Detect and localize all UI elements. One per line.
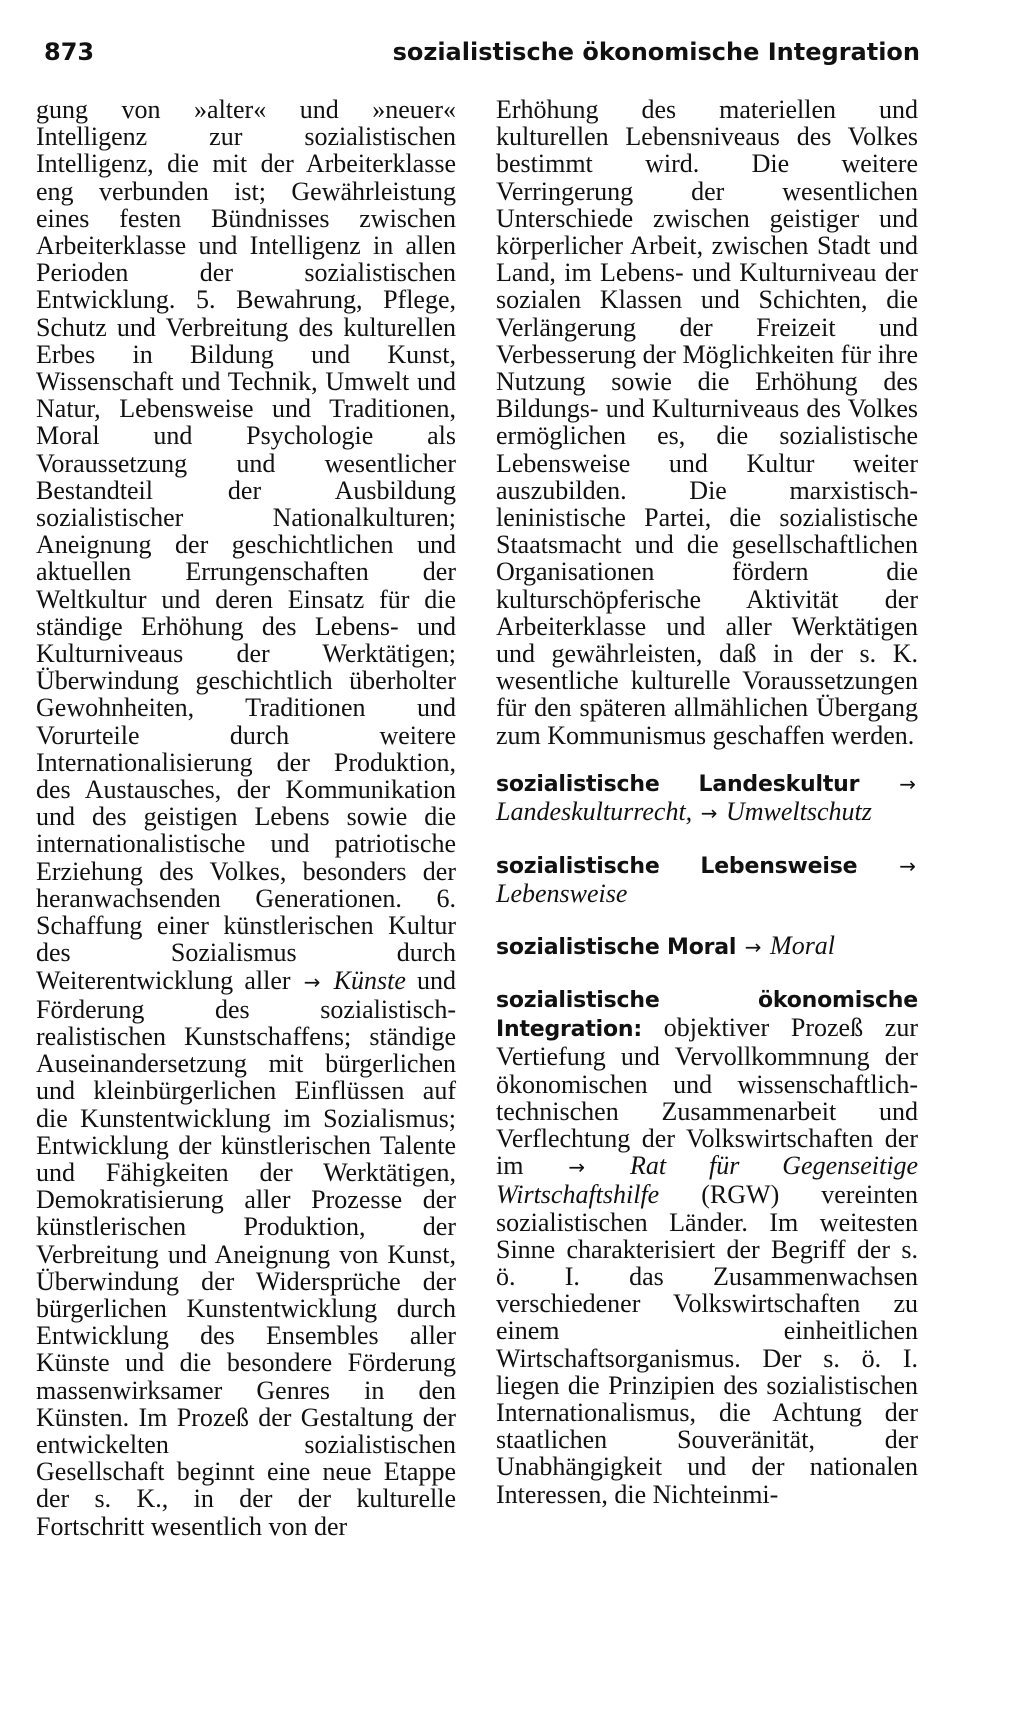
headword: sozialistische Landeskultur: [496, 771, 860, 797]
arrow-icon: →: [744, 934, 762, 959]
page-number: 873: [44, 38, 95, 66]
arrow-icon: →: [700, 801, 718, 826]
cross-reference-kuenste[interactable]: Künste: [333, 965, 406, 995]
arrow-icon: →: [568, 1155, 586, 1180]
cross-reference[interactable]: Moral: [770, 930, 836, 960]
cross-reference[interactable]: Rat für Gegenseitige Wirtschaftshilfe: [496, 1151, 919, 1210]
arrow-icon: →: [303, 969, 321, 994]
entry-continuation: [36, 96, 456, 1540]
headword: sozialistische ökonomische Integration:: [496, 987, 918, 1043]
cross-reference[interactable]: Lebensweise: [496, 879, 628, 909]
entry-moral: [496, 932, 918, 961]
body-text: gung von »alter« und »neuer« Intelligenz zur sozialistischen Intelligenz, die mit der Arbeiterklasse eng verbunden ist; Gewährleistung eines festen Bündnisses zwischen Arbeiterklasse und Intelligenz in allen Perioden der sozialistischen Entwicklung. 5. Bewahrung, Pflege, Schutz und Verbreitung des kulturellen Erbes in Bildung und Kunst, Wissenschaft und Technik, Umwelt und Natur, Lebensweise und Traditionen, Moral und Psychologie als Voraussetzung und wesentlicher Bestandteil der Ausbildung sozialistischer Nationalkulturen; Aneignung der geschichtlichen und aktuellen Errungenschaften der Weltkultur und deren Einsatz für die ständige Erhöhung des Lebens- und Kulturniveaus der Werktätigen; Überwindung geschichtlich überholter Gewohnheiten, Traditionen und Vorurteile durch weitere Internationalisierung der Produktion, des Austausches, der Kommunikation und des geistigen Lebens sowie die internationalistische und patriotische Erziehung des Volkes, besonders der heranwachsenden Generationen. 6. Schaffung einer künstlerischen Kultur des Sozialismus durch Weiterentwicklung aller: [36, 95, 456, 995]
body-text: und Förderung des sozialistisch-realistischen Kunstschaffens; ständige Auseinandersetzung mit bürgerlichen und kleinbürgerlichen Einflüssen auf die Kunstentwicklung im Sozialismus; Entwicklung der künstlerischen Talente und Fähigkeiten der Werktätigen, Demokratisierung aller Prozesse der künstlerischen Produktion, der Verbreitung und Aneignung von Kunst, Überwindung der Widersprüche der bürgerlichen Kunstentwicklung durch Entwicklung des Ensembles aller Künste und die besondere Förderung massenwirksamer Genres in den Künsten. Im Prozeß der Gestaltung der entwickelten sozialistischen Gesellschaft beginnt eine neue Etappe der s. K., in der der kulturelle Fortschritt wesentlich von der: [36, 965, 457, 1541]
entry-continuation: Erhöhung des materiellen und kulturellen Lebensniveaus des Volkes bestimmt wird. Die weitere Verringerung der wesentlichen Unterschiede zwischen geistiger und körperlicher Arbeit, zwischen Stadt und Land, im Lebens- und Kulturniveau der sozialen Klassen und Schichten, die Verlängerung der Freizeit und Verbesserung der Möglichkeiten für ihre Nutzung sowie die Erhöhung des Bildungs- und Kulturniveaus des Volkes ermöglichen es, die sozialistische Lebensweise und Kultur weiter auszubilden. Die marxistisch-leninistische Partei, die sozialistische Staatsmacht und die gesellschaftlichen Organisationen fördern die kulturschöpferische Aktivität der Arbeiterklasse und aller Werktätigen und gewährleisten, daß in der s. K. wesentliche kulturelle Voraussetzungen für den späteren allmählichen Übergang zum Kommunismus geschaffen werden.: [496, 95, 918, 750]
cross-reference[interactable]: Umweltschutz: [725, 797, 872, 827]
left-column: [36, 96, 456, 1540]
headword: sozialistische Moral: [496, 934, 737, 960]
body-text: objektiver Prozeß zur Vertiefung und Vervollkommnung der ökonomischen und wissenschaftlich-technischen Zusammenarbeit und Verflechtung der Volkswirtschaften der im: [496, 1013, 919, 1181]
arrow-icon: →: [899, 771, 916, 796]
entry-lebensweise: [496, 851, 918, 907]
body-text: (RGW) vereinten sozialistischen Länder. Im weitesten Sinne charakterisiert der Begriff der s. ö. I. das Zusammenwachsen verschiedener Volkswirtschaften zu einem einheitlichen Wirtschaftsorganismus. Der s. ö. I. liegen die Prinzipien des sozialistischen Internationalismus, die Achtung der staatlichen Souveränität, der Unabhängigkeit und der nationalen Interessen, die Nichteinmi-: [496, 1180, 918, 1509]
page-header: [44, 38, 920, 78]
right-column: [496, 96, 918, 1508]
cross-reference[interactable]: Landeskulturrecht,: [496, 797, 693, 827]
arrow-icon: →: [899, 854, 916, 879]
running-title: sozialistische ökonomische Integration: [392, 38, 920, 66]
entry-oekonomische-integration: [496, 985, 918, 1508]
headword: sozialistische Lebensweise: [496, 854, 858, 880]
entry-landeskultur: [496, 769, 918, 827]
